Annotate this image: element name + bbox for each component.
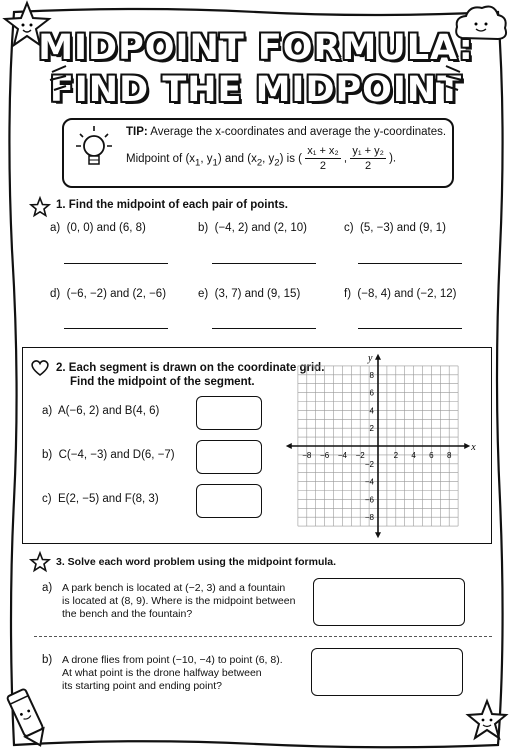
- problem-line: A park bench is located at (−2, 3) and a fountain: [62, 582, 286, 594]
- tip-text: TIP: Average the x-coordinates and average the y-coordinates.: [126, 126, 447, 138]
- x-tick-label: 8: [446, 451, 452, 460]
- coordinate-grid: [286, 352, 482, 540]
- star-icon: [30, 552, 50, 572]
- problem-line: the bench and the fountain?: [62, 608, 193, 620]
- answer-line[interactable]: [212, 328, 316, 329]
- x-tick-label: 4: [411, 451, 416, 460]
- page-title-line2: FIND THE MIDPOINT: [49, 70, 463, 110]
- tip-formula: Midpoint of ($x_1$, $y_1$) and ($x_2$, $y_2$) is ( $\frac{\text{x₁ + x₂}}{2}$ , $\frac{\text{y₁ + y₂}}{2}$ ).: [126, 145, 397, 172]
- x-tick-label: −2: [355, 451, 365, 460]
- star-doodle-icon: [464, 698, 510, 744]
- y-tick-label: 6: [369, 388, 374, 398]
- section2-subheading: Find the midpoint of the segment.: [70, 376, 255, 388]
- list-item: b) C(−4, −3) and D(6, −7): [42, 449, 175, 461]
- answer-box[interactable]: [196, 484, 262, 518]
- list-item: a) A(−6, 2) and B(4, 6): [42, 405, 160, 417]
- problem-letter: b): [42, 654, 53, 666]
- problem-line: A drone flies from point (−10, −4) to point (6, 8).: [62, 654, 283, 666]
- answer-box[interactable]: [196, 396, 262, 430]
- x-tick-label: 6: [429, 451, 434, 460]
- list-item: c) (5, −3) and (9, 1): [344, 222, 446, 234]
- section2-heading: 2. Each segment is drawn on the coordinate grid.: [56, 362, 325, 374]
- y-tick-label: −4: [364, 477, 374, 487]
- heart-icon: [30, 359, 50, 377]
- x-tick-label: −8: [302, 451, 312, 460]
- sparkle-lines-icon: [442, 62, 466, 92]
- section3-heading: 3. Solve each word problem using the midpoint formula.: [56, 556, 337, 568]
- answer-line[interactable]: [358, 263, 462, 264]
- y-tick-label: 2: [369, 424, 374, 434]
- y-tick-label: −2: [364, 459, 374, 469]
- problem-letter: a): [42, 582, 53, 594]
- y-tick-label: −8: [364, 513, 374, 523]
- divider: [34, 636, 492, 637]
- answer-box[interactable]: [196, 440, 262, 474]
- answer-line[interactable]: [212, 263, 316, 264]
- y-tick-label: 4: [369, 406, 374, 416]
- problem-line: is located at (8, 9). Where is the midpoint between: [62, 595, 296, 607]
- answer-box[interactable]: [313, 578, 465, 626]
- y-axis-label: y: [368, 352, 373, 364]
- x-tick-label: −4: [337, 451, 347, 460]
- y-tick-label: −6: [364, 495, 374, 505]
- x-tick-label: 2: [393, 451, 399, 460]
- y-tick-label: 8: [369, 370, 374, 380]
- list-item: c) E(2, −5) and F(8, 3): [42, 493, 159, 505]
- list-item: d) (−6, −2) and (2, −6): [50, 288, 167, 300]
- lightbulb-icon: [74, 124, 114, 176]
- x-tick-label: −6: [320, 451, 330, 460]
- y-axis-arrow: [375, 532, 381, 538]
- list-item: a) (0, 0) and (6, 8): [50, 222, 146, 234]
- page-title-line1: MIDPOINT FORMULA:: [38, 28, 474, 68]
- list-item: e) (3, 7) and (9, 15): [198, 288, 301, 300]
- problem-line: its starting point and ending point?: [62, 680, 222, 692]
- x-axis-label: x: [471, 442, 476, 453]
- answer-line[interactable]: [64, 328, 168, 329]
- list-item: f) (−8, 4) and (−2, 12): [344, 288, 457, 300]
- section1-heading: 1. Find the midpoint of each pair of points.: [56, 199, 288, 211]
- star-icon: [30, 197, 50, 217]
- x-axis-arrow: [464, 443, 470, 449]
- problem-line: At what point is the drone halfway between: [62, 667, 262, 679]
- answer-line[interactable]: [358, 328, 462, 329]
- list-item: b) (−4, 2) and (2, 10): [198, 222, 307, 234]
- x-axis-arrow: [286, 443, 292, 449]
- answer-box[interactable]: [311, 648, 463, 696]
- answer-line[interactable]: [64, 263, 168, 264]
- sparkle-lines-icon: [46, 62, 70, 92]
- pencil-doodle-icon: [4, 686, 52, 752]
